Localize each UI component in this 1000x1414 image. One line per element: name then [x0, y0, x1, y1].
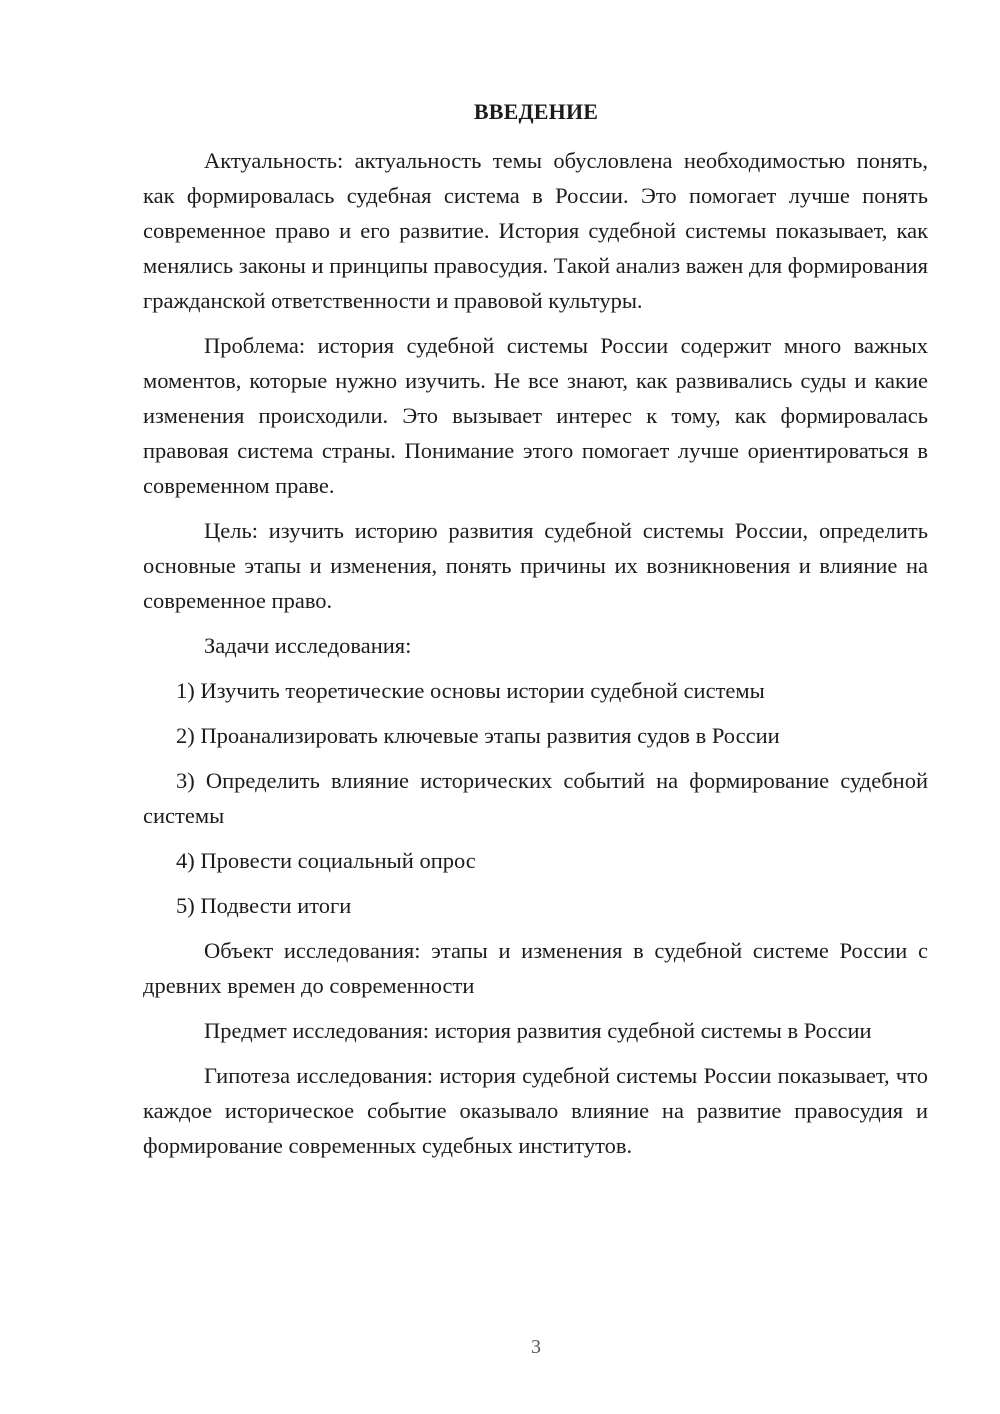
paragraph-problem: Проблема: история судебной системы России содержит много важных моментов, которые нужно изучить. Не все знают, как развивались суды и какие изменения происходили. Это вызывает интерес к тому, как формировалась правовая система страны. Понимание этого помогает лучше ориентироваться в современном праве.: [143, 333, 928, 498]
paragraph-relevance: Актуальность: актуальность темы обусловлена необходимостью понять, как формировалась судебная система в России. Это помогает лучше понять современное право и его развитие. История судебной системы показывает, как менялись законы и принципы правосудия. Такой анализ важен для формирования гражданской ответственности и правовой культуры.: [143, 148, 928, 313]
list-item: 5) Подвести итоги: [176, 893, 352, 918]
section-heading: ВВЕДЕНИЕ: [473, 99, 599, 124]
paragraph-subject: Предмет исследования: история развития судебной системы в России: [204, 1018, 872, 1043]
tasks-list: [143, 673, 928, 923]
paragraph-hypothesis: Гипотеза исследования: история судебной системы России показывает, что каждое историческое событие оказывало влияние на развитие правосудия и формирование современных судебных институтов.: [143, 1063, 928, 1158]
paragraph-tasks-intro: Задачи исследования:: [204, 633, 412, 658]
list-item: 1) Изучить теоретические основы истории судебной системы: [176, 678, 765, 703]
list-item: 2) Проанализировать ключевые этапы развития судов в России: [176, 723, 780, 748]
paragraph-object: Объект исследования: этапы и изменения в судебной системе России с древних времен до современности: [143, 938, 928, 998]
list-item: 4) Провести социальный опрос: [176, 848, 476, 873]
page-number: 3: [531, 1336, 541, 1358]
paragraph-goal: Цель: изучить историю развития судебной системы России, определить основные этапы и изменения, понять причины их возникновения и влияние на современное право.: [143, 518, 928, 613]
document-body: [143, 143, 928, 1163]
list-item: 3) Определить влияние исторических событий на формирование судебной системы: [143, 768, 928, 828]
